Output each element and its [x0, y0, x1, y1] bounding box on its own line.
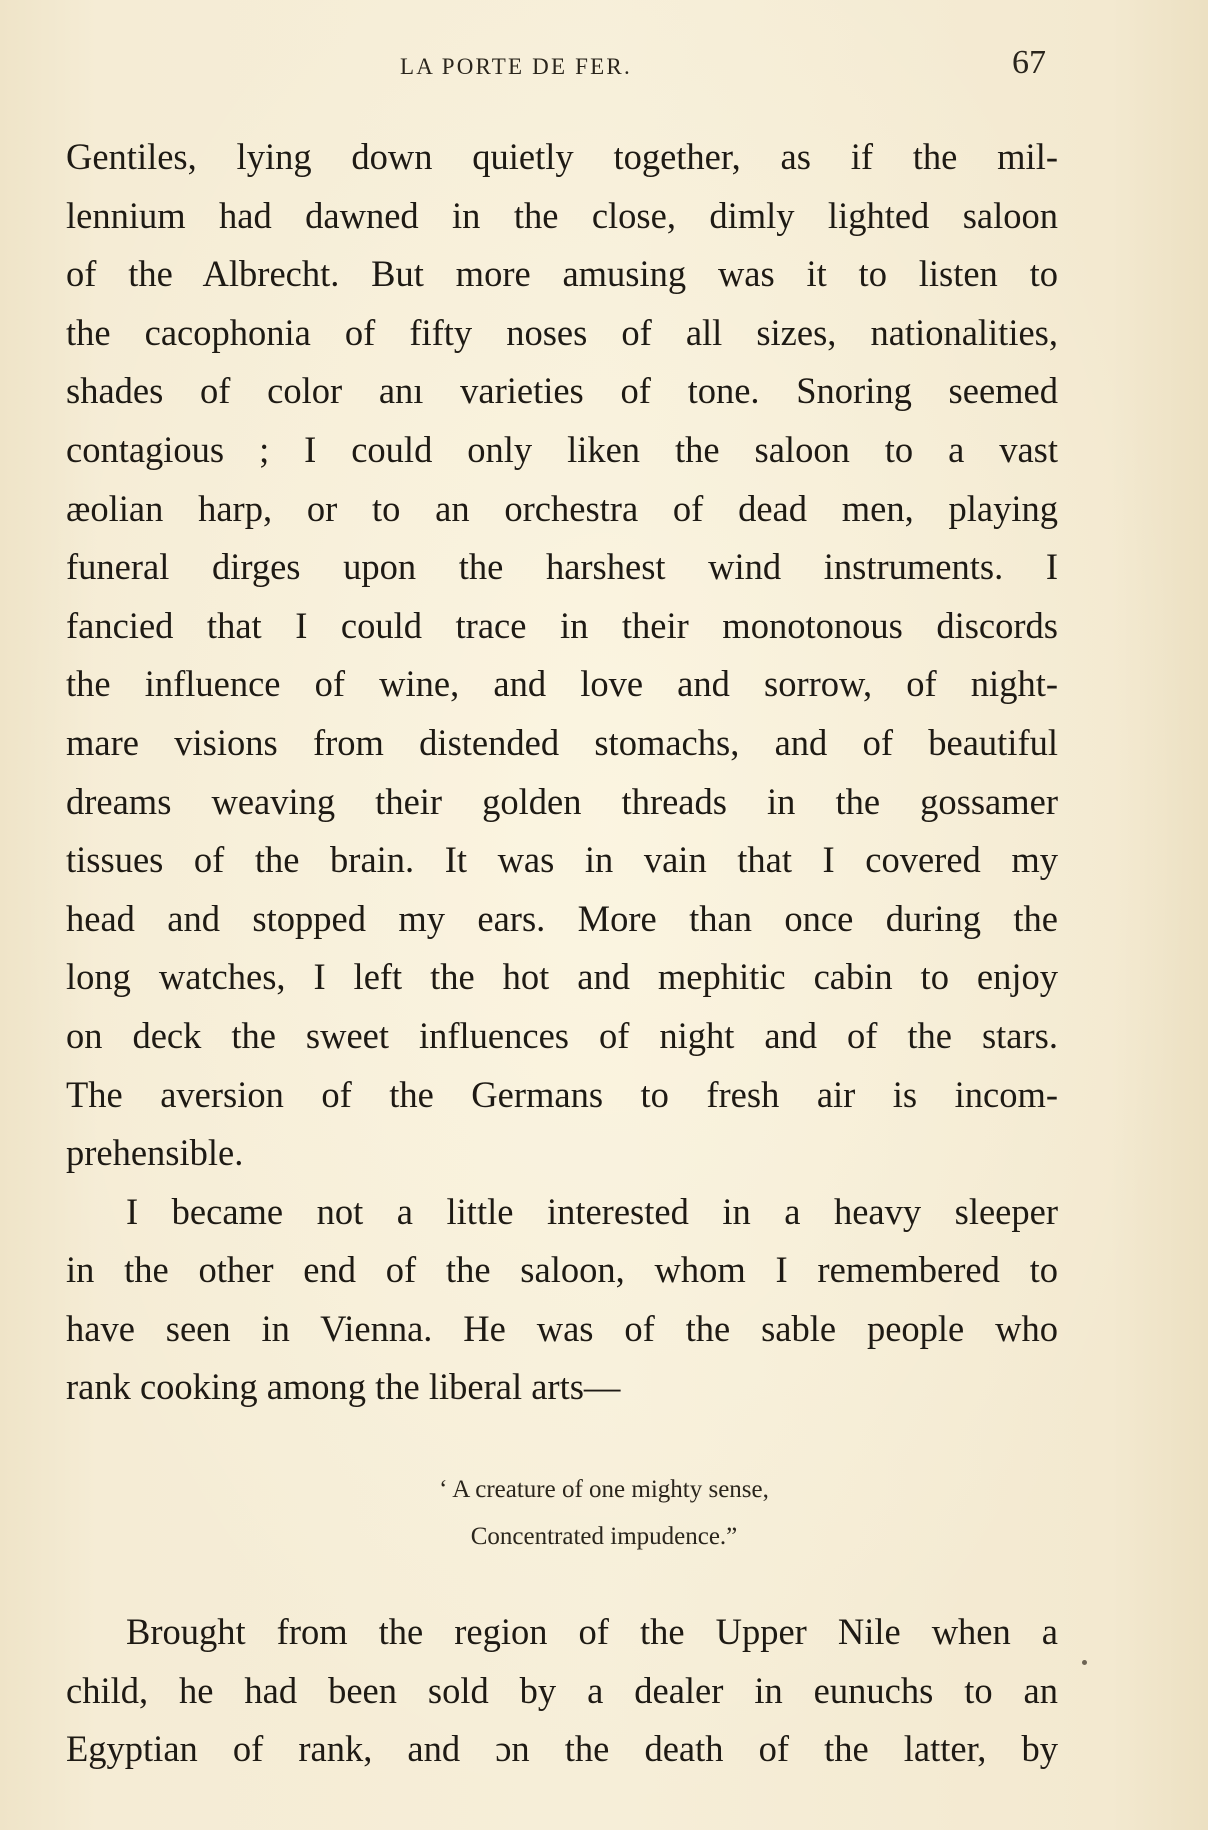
paragraph-start-line: I became not a little interested in a heavy sleeper — [126, 1190, 1058, 1232]
verse-quote-line: Concentrated impudence.” — [470, 1523, 738, 1550]
text-line: have seen in Vienna. He was of the sable people who — [66, 1307, 1058, 1349]
text-line: tissues of the brain. It was in vain that I covered my — [66, 839, 1058, 881]
text-line: the cacophonia of fifty noses of all sizes, nationalities, — [66, 311, 1058, 353]
text-line: æolian harp, or to an orchestra of dead men, playing — [66, 487, 1058, 529]
text-line: rank cooking among the liberal arts— — [66, 1366, 621, 1408]
text-line: dreams weaving their golden threads in the gossamer — [66, 780, 1058, 822]
text-line: mare visions from distended stomachs, and of beautiful — [66, 721, 1058, 763]
running-title: LA PORTE DE FER. — [400, 54, 632, 79]
running-head — [0, 44, 1208, 94]
text-line: head and stopped my ears. More than once during the — [66, 897, 1058, 939]
text-line: fancied that I could trace in their monotonous discords — [66, 604, 1058, 646]
text-line: long watches, I left the hot and mephitic cabin to enjoy — [66, 956, 1058, 998]
ink-speck — [1082, 1660, 1087, 1665]
body-text — [66, 128, 1058, 1417]
text-line: shades of color anı varieties of tone. Snoring seemed — [66, 370, 1058, 412]
verse-quote-line: ‘ A creature of one mighty sense, — [439, 1476, 769, 1503]
text-line: in the other end of the saloon, whom I remembered to — [66, 1249, 1058, 1291]
text-line: the influence of wine, and love and sorrow, of night- — [66, 663, 1058, 705]
text-line: funeral dirges upon the harshest wind instruments. I — [66, 546, 1058, 588]
text-line: lennium had dawned in the close, dimly lighted saloon — [66, 194, 1058, 236]
text-line: of the Albrecht. But more amusing was it to listen to — [66, 253, 1058, 295]
text-line: on deck the sweet influences of night and of the stars. — [66, 1014, 1058, 1056]
text-line: Egyptian of rank, and ɔn the death of the latter, by — [66, 1728, 1058, 1770]
paragraph-start-line: Brought from the region of the Upper Nile when a — [126, 1611, 1058, 1652]
text-line: child, he had been sold by a dealer in eunuchs to an — [66, 1669, 1058, 1711]
text-line: prehensible. — [66, 1132, 244, 1174]
text-line: Gentiles, lying down quietly together, as if the mil- — [66, 136, 1058, 177]
text-line: contagious ; I could only liken the saloon to a vast — [66, 428, 1058, 470]
body-text-continued — [66, 1603, 1058, 1779]
page-number: 67 — [1012, 44, 1046, 81]
text-line: The aversion of the Germans to fresh air is incom- — [66, 1073, 1058, 1115]
